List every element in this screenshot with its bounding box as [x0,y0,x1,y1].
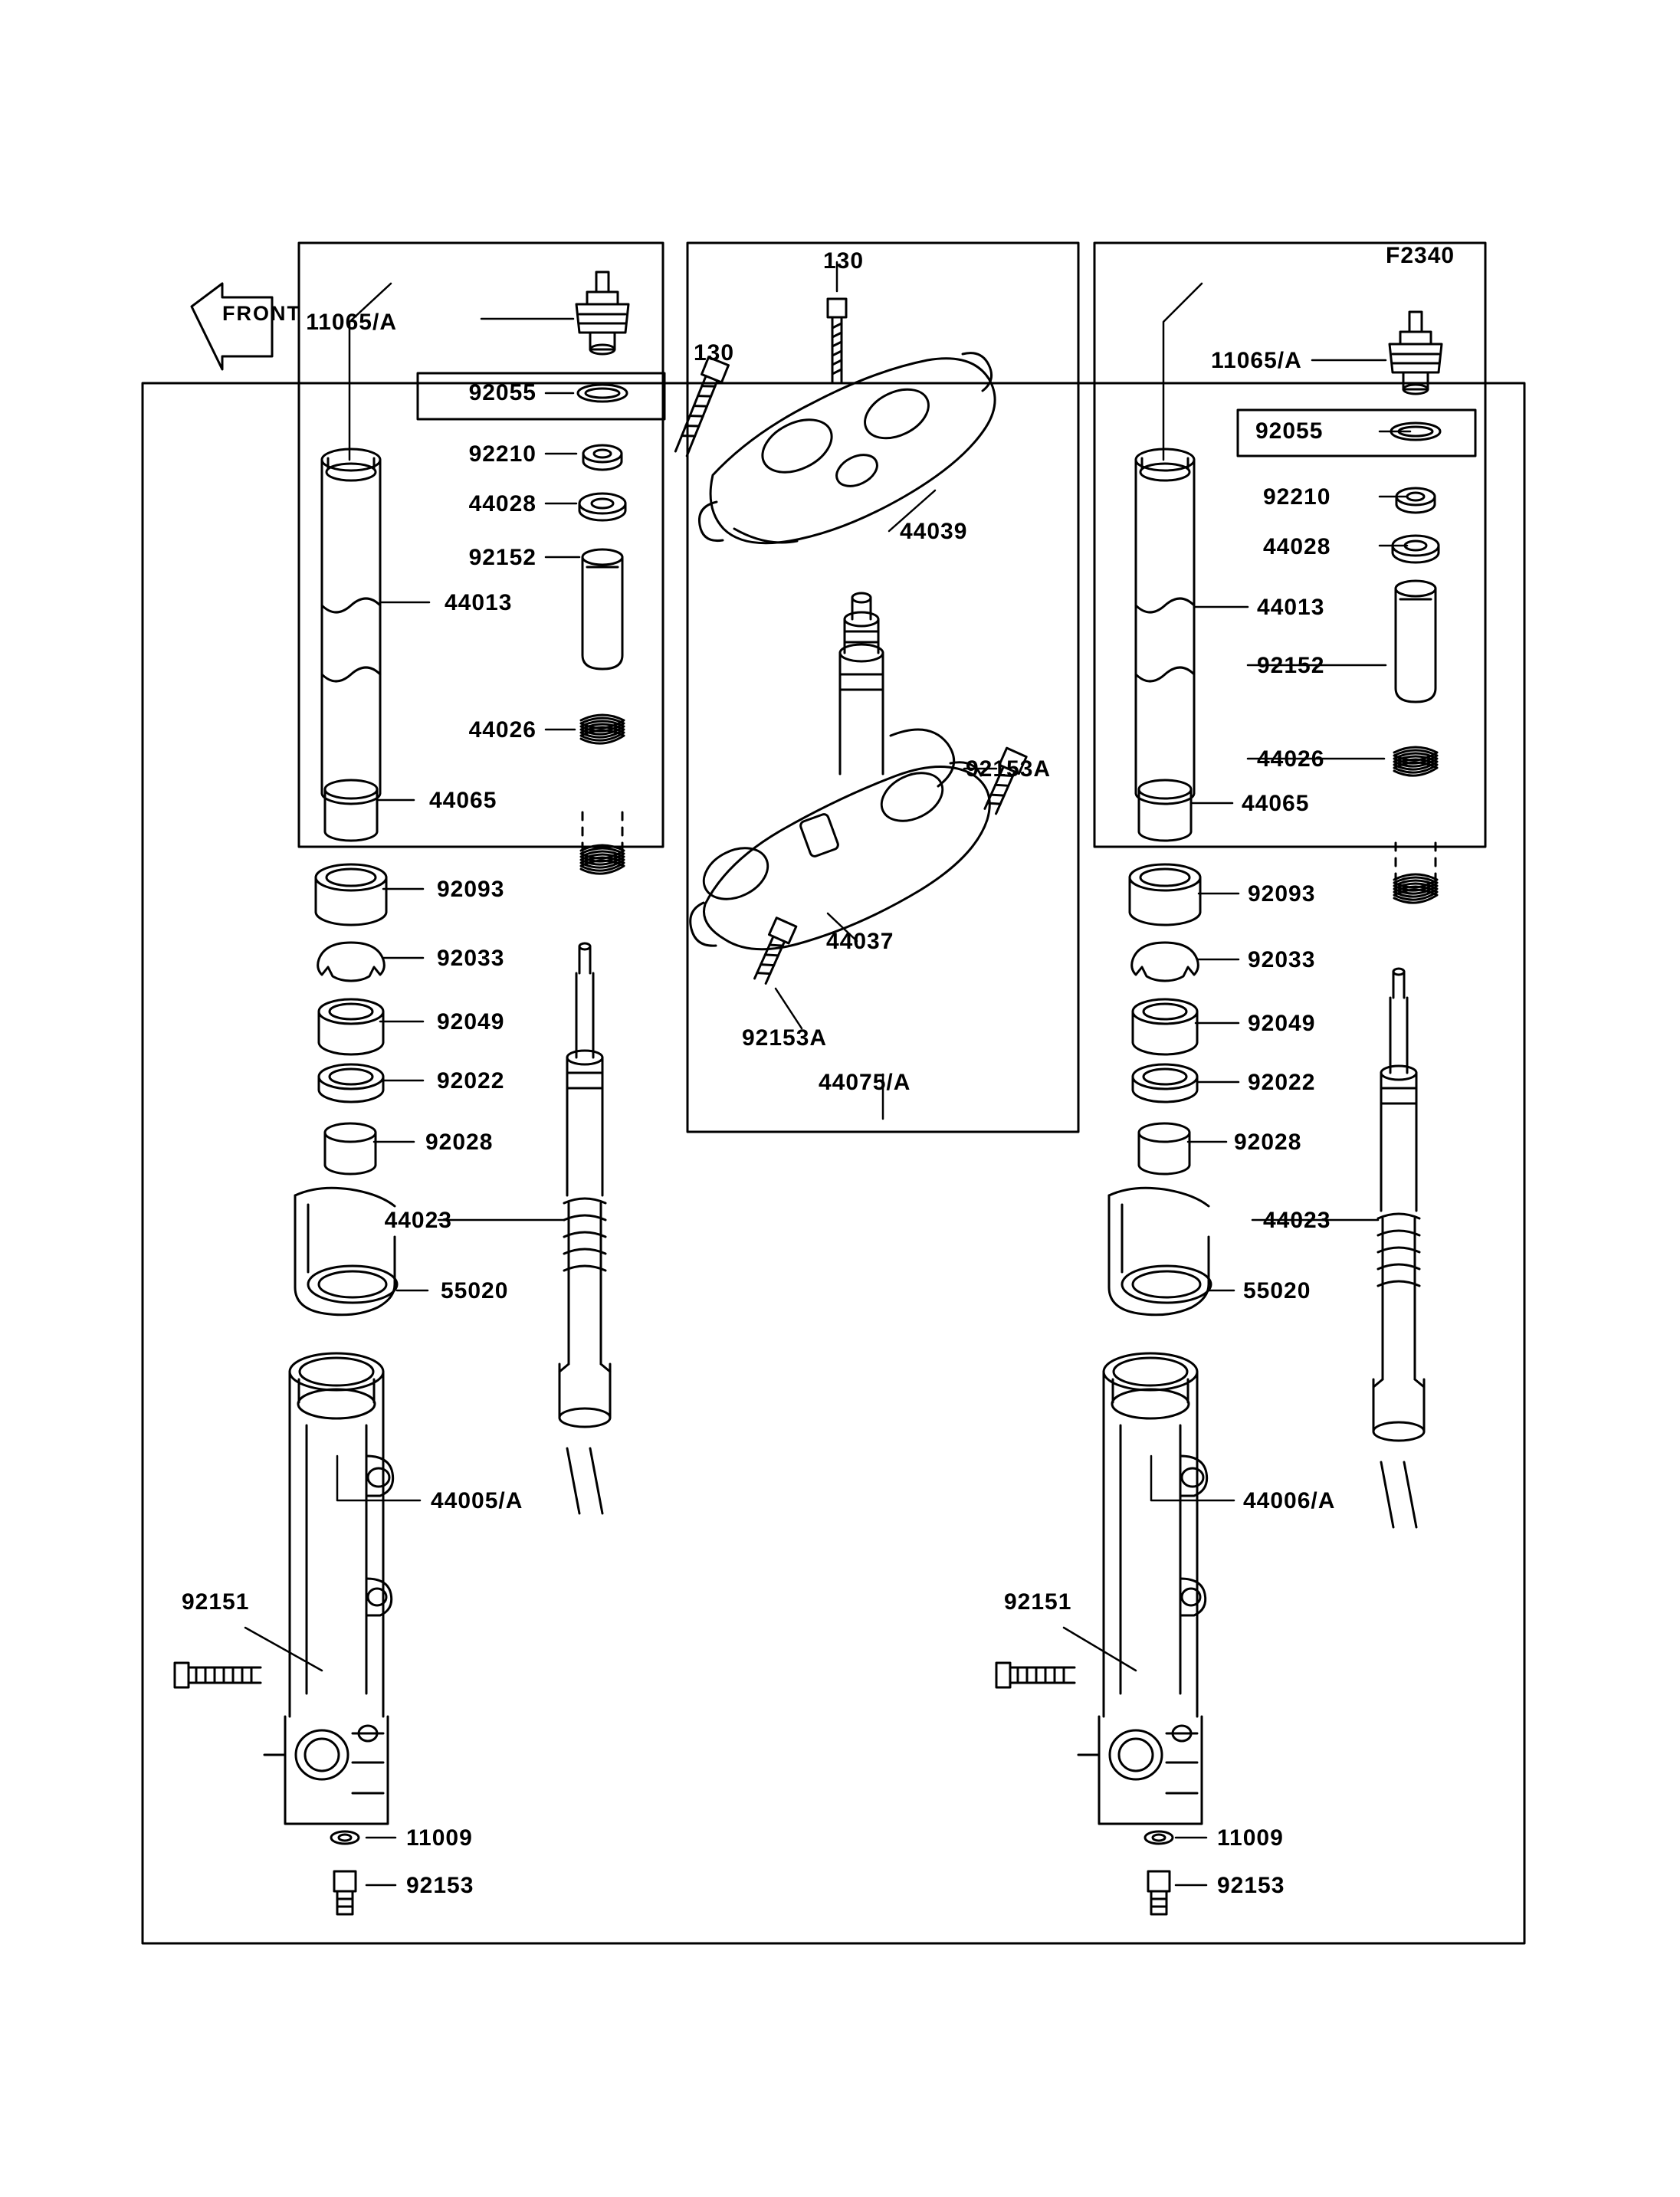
part-label-92033-right[interactable]: 92033 [1248,947,1316,972]
part-label-11009-right[interactable]: 11009 [1217,1825,1284,1851]
part-label-44026-left[interactable]: 44026 [468,717,536,743]
part-label-11009-left[interactable]: 11009 [406,1825,473,1851]
part-label-44075A[interactable]: 44075/A [819,1070,911,1095]
part-label-44013-left[interactable]: 44013 [445,590,513,615]
part-label-55020-right[interactable]: 55020 [1243,1278,1311,1303]
part-label-92151-left[interactable]: 92151 [182,1589,250,1615]
part-label-92093-left[interactable]: 92093 [437,877,505,902]
front-label: FRONT [222,302,301,325]
part-label-92055-right[interactable]: 92055 [1255,418,1324,444]
part-label-55020-left[interactable]: 55020 [441,1278,509,1303]
part-label-130-lower[interactable]: 130 [694,340,735,366]
part-label-130-upper[interactable]: 130 [823,248,865,274]
part-label-44005A[interactable]: 44005/A [431,1488,523,1513]
part-label-92022-left[interactable]: 92022 [437,1068,505,1094]
part-label-44039[interactable]: 44039 [900,519,968,544]
part-label-92153-right[interactable]: 92153 [1217,1873,1285,1898]
part-label-92152-right[interactable]: 92152 [1257,653,1325,678]
part-label-44065-left[interactable]: 44065 [429,788,497,813]
part-label-11065A-right[interactable]: 11065/A [1211,348,1302,373]
part-label-92055-left[interactable]: 92055 [468,380,536,405]
part-label-92153A-right[interactable]: 92153A [966,756,1052,782]
part-label-92210-left[interactable]: 92210 [468,441,536,467]
part-label-92152-left[interactable]: 92152 [468,545,536,570]
part-label-92028-right[interactable]: 92028 [1234,1130,1302,1155]
part-label-92033-left[interactable]: 92033 [437,946,505,971]
part-label-44013-right[interactable]: 44013 [1257,595,1325,620]
part-label-92210-right[interactable]: 92210 [1263,484,1331,510]
part-label-92028-left[interactable]: 92028 [425,1130,494,1155]
sheet-code: F2340 [1386,243,1455,268]
part-label-44065-right[interactable]: 44065 [1242,791,1310,816]
part-label-44023-right[interactable]: 44023 [1263,1208,1331,1233]
part-label-44026-right[interactable]: 44026 [1257,746,1325,772]
part-label-44023-left[interactable]: 44023 [384,1208,452,1233]
part-label-44028-left[interactable]: 44028 [468,491,536,516]
part-label-92022-right[interactable]: 92022 [1248,1070,1316,1095]
part-label-92049-left[interactable]: 92049 [437,1009,505,1035]
part-label-92151-right[interactable]: 92151 [1004,1589,1072,1615]
part-label-44028-right[interactable]: 44028 [1263,534,1331,559]
part-label-44006A[interactable]: 44006/A [1243,1488,1336,1513]
part-label-44037[interactable]: 44037 [826,929,894,954]
part-label-92093-right[interactable]: 92093 [1248,881,1316,907]
part-label-92153A-bottom[interactable]: 92153A [742,1025,828,1051]
part-label-92049-right[interactable]: 92049 [1248,1011,1316,1036]
part-label-92153-left[interactable]: 92153 [406,1873,474,1898]
part-label-11065A-left[interactable]: 11065/A [306,310,397,335]
